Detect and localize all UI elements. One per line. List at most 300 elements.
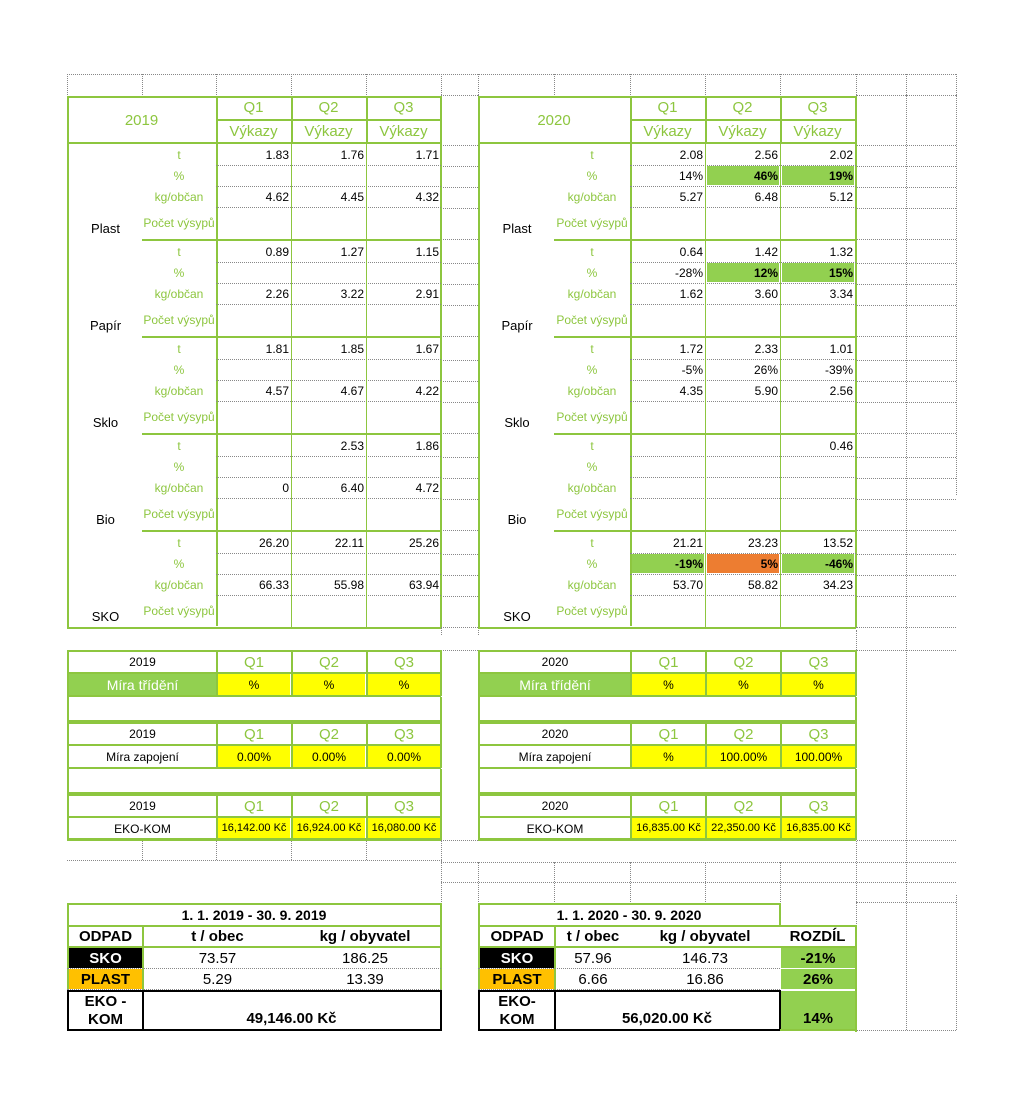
value-cell-kg[interactable] <box>782 478 854 497</box>
value-cell-pct[interactable] <box>293 554 365 573</box>
row-label[interactable]: EKO-KOM <box>526 821 584 836</box>
value-cell-count[interactable] <box>218 402 290 433</box>
value-cell-count[interactable] <box>782 402 854 433</box>
grid-line <box>856 284 956 285</box>
unit-label[interactable]: t <box>590 147 594 162</box>
summary-period[interactable]: 1. 1. 2020 - 30. 9. 2020 <box>556 907 702 923</box>
unit-label[interactable]: Počet výsypů <box>143 507 215 521</box>
value-cell-count[interactable] <box>368 208 440 239</box>
value-cell-kg[interactable] <box>707 478 779 497</box>
value-cell-kg[interactable] <box>632 478 704 497</box>
grid-line <box>441 284 478 285</box>
value-cell-t[interactable]: 2.33 <box>754 341 778 356</box>
row-label[interactable]: Míra třídění <box>480 674 630 695</box>
col-header-t[interactable]: t / obec <box>566 928 620 945</box>
unit-label[interactable]: % <box>173 459 185 474</box>
green-border <box>291 144 292 628</box>
vykazy-header[interactable]: Výkazy <box>643 123 692 140</box>
value-cell-pct[interactable] <box>368 457 440 476</box>
vykazy-header[interactable]: Výkazy <box>229 123 278 140</box>
grid-line <box>67 74 956 75</box>
value-cell-pct[interactable]: -46% <box>782 554 854 573</box>
quarter-header[interactable]: Q1 <box>243 99 264 116</box>
vykazy-header[interactable]: Výkazy <box>793 123 842 140</box>
grid-line <box>441 336 478 337</box>
yellow-value-cell[interactable]: 16,835.00 Kč <box>782 818 855 839</box>
value-cell-count[interactable] <box>218 596 290 627</box>
value-cell-kg[interactable]: 3.34 <box>829 286 853 301</box>
value-cell-count[interactable] <box>632 305 704 336</box>
value-cell-t[interactable]: 0.46 <box>829 438 853 453</box>
vykazy-header[interactable]: Výkazy <box>304 123 353 140</box>
yellow-value-cell[interactable]: % <box>782 674 855 695</box>
value-cell-t[interactable]: 1.27 <box>340 244 364 259</box>
value-cell-count[interactable] <box>293 499 365 530</box>
t-value[interactable]: 6.66 <box>578 970 608 988</box>
value-cell-t[interactable]: 13.52 <box>822 535 853 550</box>
quarter-header[interactable]: Q2 <box>318 653 339 671</box>
grid-line <box>441 882 956 883</box>
unit-label[interactable]: t <box>590 438 594 453</box>
value-cell-kg[interactable]: 63.94 <box>408 577 439 592</box>
unit-label[interactable]: % <box>586 459 598 474</box>
eko-label[interactable]: EKO - <box>84 992 127 1010</box>
value-cell-pct[interactable] <box>218 554 290 573</box>
value-cell-t[interactable]: 2.08 <box>679 147 703 162</box>
unit-label[interactable]: % <box>586 265 598 280</box>
grid-line <box>956 95 957 495</box>
unit-label[interactable]: kg/občan <box>567 480 617 495</box>
col-header-odpad[interactable]: ODPAD <box>490 928 544 945</box>
unit-label[interactable]: kg/občan <box>567 286 617 301</box>
grid-line <box>705 862 706 902</box>
value-cell-pct[interactable] <box>293 166 365 185</box>
unit-label[interactable]: % <box>173 168 185 183</box>
unit-label[interactable]: kg/občan <box>567 189 617 204</box>
unit-label[interactable]: % <box>173 265 185 280</box>
yellow-value-cell[interactable]: 100.00% <box>782 746 855 767</box>
value-cell-pct[interactable]: 5% <box>707 554 779 573</box>
grid-line <box>366 74 367 95</box>
value-cell-pct[interactable]: 15% <box>782 263 854 282</box>
quarter-header[interactable]: Q3 <box>393 797 414 815</box>
unit-label[interactable]: kg/občan <box>154 286 204 301</box>
value-cell-pct[interactable] <box>218 263 290 282</box>
t-value[interactable]: 73.57 <box>198 949 237 967</box>
unit-label[interactable]: t <box>590 341 594 356</box>
value-cell-count[interactable] <box>782 596 854 627</box>
unit-label[interactable]: t <box>177 341 181 356</box>
yellow-value-cell[interactable]: 16,924.00 Kč <box>293 818 365 839</box>
value-cell-kg[interactable]: 1.62 <box>679 286 703 301</box>
value-cell-kg[interactable]: 4.32 <box>415 189 439 204</box>
grid-line <box>856 596 956 597</box>
year-label[interactable]: 2020 <box>537 111 571 129</box>
unit-label[interactable]: Počet výsypů <box>556 410 628 424</box>
row-label[interactable]: Míra zapojení <box>106 749 179 764</box>
year-label[interactable]: 2019 <box>124 111 159 129</box>
value-cell-pct[interactable]: 19% <box>782 166 854 185</box>
summary-period[interactable]: 1. 1. 2019 - 30. 9. 2019 <box>181 907 327 923</box>
grid-line <box>780 862 781 902</box>
value-cell-kg[interactable]: 5.27 <box>679 189 703 204</box>
quarter-header[interactable]: Q3 <box>393 653 414 671</box>
value-cell-t[interactable]: 26.20 <box>258 535 289 550</box>
value-cell-kg[interactable]: 58.82 <box>747 577 778 592</box>
value-cell-count[interactable] <box>293 208 365 239</box>
eko-value[interactable]: 56,020.00 Kč <box>621 1009 713 1027</box>
unit-label[interactable]: % <box>586 556 598 571</box>
grid-line <box>441 208 478 209</box>
grid-line <box>856 336 956 337</box>
kg-value[interactable]: 16.86 <box>686 970 724 988</box>
value-cell-pct[interactable] <box>218 166 290 185</box>
value-cell-count[interactable] <box>632 499 704 530</box>
col-header-t[interactable]: t / obec <box>191 928 244 945</box>
unit-label[interactable]: kg/občan <box>567 383 617 398</box>
value-cell-kg[interactable]: 5.12 <box>829 189 853 204</box>
grid-line <box>441 478 478 479</box>
year-label[interactable]: 2019 <box>129 727 156 741</box>
value-cell-kg[interactable]: 4.62 <box>265 189 289 204</box>
value-cell-count[interactable] <box>707 596 779 627</box>
unit-label[interactable]: kg/občan <box>154 480 204 495</box>
grid-line <box>291 74 292 95</box>
quarter-header[interactable]: Q3 <box>393 99 414 116</box>
unit-label[interactable]: Počet výsypů <box>143 216 215 230</box>
value-cell-kg[interactable]: 3.22 <box>340 286 364 301</box>
row-label[interactable]: Míra zapojení <box>518 749 592 764</box>
unit-label[interactable]: t <box>177 535 181 550</box>
value-cell-pct[interactable] <box>218 457 290 476</box>
value-cell-count[interactable] <box>707 208 779 239</box>
year-label[interactable]: 2019 <box>129 799 156 813</box>
value-cell-kg[interactable]: 6.48 <box>754 189 778 204</box>
value-cell-pct[interactable] <box>293 360 365 379</box>
value-cell-t[interactable]: 1.67 <box>415 341 439 356</box>
grid-line <box>856 187 956 188</box>
yellow-value-cell[interactable]: % <box>368 674 440 695</box>
value-cell-t[interactable]: 1.32 <box>829 244 853 259</box>
col-header-kg[interactable]: kg / obyvatel <box>659 928 751 945</box>
value-cell-t[interactable]: 1.01 <box>829 341 853 356</box>
grid-line <box>554 74 555 95</box>
quarter-header[interactable]: Q1 <box>658 797 679 815</box>
quarter-header[interactable]: Q2 <box>732 99 753 116</box>
value-cell-count[interactable] <box>782 499 854 530</box>
col-header-rozdil[interactable]: ROZDÍL <box>789 928 846 945</box>
waste-name[interactable]: PLAST <box>69 969 142 989</box>
row-label[interactable]: Míra třídění <box>69 674 216 695</box>
unit-label[interactable]: Počet výsypů <box>556 313 628 327</box>
value-cell-t[interactable]: 2.56 <box>754 147 778 162</box>
material-name[interactable]: Papír <box>89 317 122 333</box>
value-cell-count[interactable] <box>632 208 704 239</box>
eko-label[interactable]: KOM <box>499 1010 535 1028</box>
value-cell-pct[interactable] <box>218 360 290 379</box>
material-name[interactable]: Bio <box>507 511 527 527</box>
value-cell-pct[interactable] <box>368 263 440 282</box>
quarter-header[interactable]: Q3 <box>808 797 829 815</box>
material-name[interactable]: Sklo <box>92 414 119 430</box>
unit-label[interactable]: Počet výsypů <box>556 216 628 230</box>
value-cell-kg[interactable]: 2.56 <box>829 383 853 398</box>
value-cell-count[interactable] <box>293 596 365 627</box>
grid-line <box>856 1030 956 1031</box>
value-cell-kg[interactable]: 4.35 <box>679 383 703 398</box>
yellow-value-cell[interactable]: % <box>632 746 705 767</box>
grid-line <box>441 74 442 95</box>
grid-line <box>441 360 478 361</box>
yellow-value-cell[interactable]: % <box>218 674 290 695</box>
value-cell-pct[interactable] <box>782 457 854 476</box>
eko-diff-value[interactable]: 14% <box>802 1009 834 1027</box>
value-cell-pct[interactable] <box>368 360 440 379</box>
waste-name[interactable]: PLAST <box>480 969 554 989</box>
grid-line <box>441 596 478 597</box>
unit-label[interactable]: Počet výsypů <box>143 410 215 424</box>
value-cell-pct[interactable]: -39% <box>824 362 853 377</box>
quarter-header[interactable]: Q1 <box>243 797 264 815</box>
t-value[interactable]: 5.29 <box>202 970 233 988</box>
yellow-value-cell[interactable]: % <box>632 674 705 695</box>
value-cell-kg[interactable]: 0 <box>282 480 289 495</box>
grid-line <box>856 499 956 500</box>
value-cell-t[interactable]: 25.26 <box>408 535 439 550</box>
value-cell-t[interactable]: 1.76 <box>340 147 364 162</box>
value-cell-t[interactable]: 2.53 <box>340 438 364 453</box>
value-cell-kg[interactable]: 2.91 <box>415 286 439 301</box>
value-cell-t[interactable]: 1.83 <box>265 147 289 162</box>
yellow-value-cell[interactable]: 22,350.00 Kč <box>707 818 780 839</box>
value-cell-t[interactable]: 1.86 <box>415 438 439 453</box>
unit-label[interactable]: % <box>586 362 598 377</box>
yellow-value-cell[interactable]: % <box>707 674 780 695</box>
value-cell-count[interactable] <box>632 596 704 627</box>
value-cell-kg[interactable]: 4.45 <box>340 189 364 204</box>
quarter-header[interactable]: Q3 <box>393 725 414 743</box>
value-cell-kg[interactable]: 66.33 <box>258 577 289 592</box>
value-cell-t[interactable]: 1.85 <box>340 341 364 356</box>
value-cell-t[interactable]: 1.72 <box>679 341 703 356</box>
material-name[interactable]: Bio <box>96 511 115 527</box>
grid-line <box>216 840 217 860</box>
unit-label[interactable]: t <box>177 244 181 259</box>
value-cell-t[interactable]: 2.02 <box>829 147 853 162</box>
value-cell-pct[interactable] <box>368 166 440 185</box>
eko-value[interactable]: 49,146.00 Kč <box>246 1009 337 1027</box>
value-cell-t[interactable]: 1.71 <box>415 147 439 162</box>
value-cell-pct[interactable] <box>707 457 779 476</box>
unit-label[interactable]: % <box>173 556 185 571</box>
quarter-header[interactable]: Q1 <box>243 725 264 743</box>
unit-label[interactable]: t <box>177 147 181 162</box>
waste-name[interactable]: SKO <box>69 948 142 968</box>
material-name[interactable]: Plast <box>502 220 532 236</box>
value-cell-t[interactable]: 21.21 <box>672 535 703 550</box>
value-cell-count[interactable] <box>368 499 440 530</box>
kg-value[interactable]: 146.73 <box>682 949 728 967</box>
diff-value[interactable]: -21% <box>781 948 855 968</box>
row-label[interactable]: EKO-KOM <box>114 821 171 836</box>
value-cell-count[interactable] <box>368 596 440 627</box>
value-cell-pct[interactable]: -28% <box>674 265 703 280</box>
unit-label[interactable]: Počet výsypů <box>143 604 215 618</box>
grid-line <box>856 402 956 403</box>
unit-label[interactable]: Počet výsypů <box>556 507 628 521</box>
unit-label[interactable]: % <box>173 362 185 377</box>
value-cell-kg[interactable]: 4.67 <box>340 383 364 398</box>
unit-label[interactable]: kg/občan <box>567 577 617 592</box>
value-cell-count[interactable] <box>218 499 290 530</box>
unit-label[interactable]: t <box>177 438 181 453</box>
value-cell-t[interactable]: 0.64 <box>679 244 703 259</box>
value-cell-pct[interactable]: 46% <box>707 166 779 185</box>
yellow-value-cell[interactable]: 16,142.00 Kč <box>218 818 290 839</box>
value-cell-t[interactable]: 23.23 <box>747 535 778 550</box>
quarter-header[interactable]: Q2 <box>733 725 754 743</box>
value-cell-count[interactable] <box>218 208 290 239</box>
unit-label[interactable]: t <box>590 535 594 550</box>
value-cell-t[interactable]: 0.89 <box>265 244 289 259</box>
value-cell-kg[interactable]: 4.72 <box>415 480 439 495</box>
value-cell-pct[interactable]: -19% <box>632 554 704 573</box>
yellow-value-cell[interactable]: 100.00% <box>707 746 780 767</box>
grid-line <box>856 627 956 628</box>
value-cell-t[interactable] <box>218 436 290 455</box>
value-cell-t[interactable]: 1.15 <box>415 244 439 259</box>
unit-label[interactable]: kg/občan <box>154 383 204 398</box>
value-cell-t[interactable]: 1.81 <box>265 341 289 356</box>
grid-line <box>780 74 781 95</box>
value-cell-pct[interactable]: -5% <box>681 362 703 377</box>
quarter-header[interactable]: Q1 <box>243 653 264 671</box>
unit-label[interactable]: kg/občan <box>154 577 204 592</box>
kg-value[interactable]: 186.25 <box>342 949 388 967</box>
material-name[interactable]: Sklo <box>504 414 530 430</box>
value-cell-count[interactable] <box>368 305 440 336</box>
value-cell-kg[interactable]: 34.23 <box>822 577 853 592</box>
yellow-value-cell[interactable]: 16,080.00 Kč <box>368 818 440 839</box>
grid-line <box>856 360 956 361</box>
value-cell-pct[interactable] <box>368 554 440 573</box>
quarter-header[interactable]: Q2 <box>733 653 754 671</box>
yellow-value-cell[interactable]: 16,835.00 Kč <box>632 818 705 839</box>
grid-line <box>856 166 956 167</box>
value-cell-count[interactable] <box>782 305 854 336</box>
grid-line <box>856 74 857 95</box>
col-header-odpad[interactable]: ODPAD <box>78 928 133 945</box>
value-cell-pct[interactable]: 12% <box>707 263 779 282</box>
grid-line <box>441 263 478 264</box>
value-cell-count[interactable] <box>707 402 779 433</box>
unit-label[interactable]: kg/občan <box>154 189 204 204</box>
quarter-header[interactable]: Q3 <box>808 725 829 743</box>
quarter-header[interactable]: Q3 <box>807 99 828 116</box>
eko-label[interactable]: EKO- <box>498 992 536 1010</box>
yellow-value-cell[interactable]: 0.00% <box>368 746 440 767</box>
value-cell-pct[interactable] <box>293 263 365 282</box>
value-cell-kg[interactable]: 4.57 <box>265 383 289 398</box>
value-cell-count[interactable] <box>368 402 440 433</box>
yellow-value-cell[interactable]: 0.00% <box>218 746 290 767</box>
grid-line <box>856 575 956 576</box>
unit-label[interactable]: % <box>586 168 598 183</box>
green-border <box>855 769 857 794</box>
value-cell-t[interactable] <box>707 436 779 455</box>
material-name[interactable]: SKO <box>91 608 120 624</box>
green-border <box>440 697 442 722</box>
grid-line <box>67 74 68 95</box>
quarter-header[interactable]: Q2 <box>318 99 339 116</box>
yellow-value-cell[interactable]: 0.00% <box>293 746 365 767</box>
quarter-header[interactable]: Q2 <box>733 797 754 815</box>
year-label[interactable]: 2019 <box>129 655 156 669</box>
value-cell-count[interactable] <box>218 305 290 336</box>
value-cell-pct[interactable]: 26% <box>753 362 778 377</box>
col-header-kg[interactable]: kg / obyvatel <box>319 928 411 945</box>
eko-label[interactable]: KOM <box>88 1010 123 1028</box>
value-cell-count[interactable] <box>782 208 854 239</box>
quarter-header[interactable]: Q3 <box>808 653 829 671</box>
unit-label[interactable]: t <box>590 244 594 259</box>
value-cell-count[interactable] <box>707 305 779 336</box>
value-cell-kg[interactable]: 2.26 <box>265 286 289 301</box>
t-value[interactable]: 57.96 <box>574 949 612 967</box>
value-cell-t[interactable]: 22.11 <box>334 535 364 550</box>
green-border <box>478 697 480 722</box>
black-border <box>440 990 442 1031</box>
material-name[interactable]: SKO <box>503 608 531 624</box>
value-cell-pct[interactable] <box>293 457 365 476</box>
quarter-header[interactable]: Q1 <box>658 725 679 743</box>
kg-value[interactable]: 13.39 <box>346 970 384 988</box>
value-cell-pct[interactable] <box>632 457 704 476</box>
waste-name[interactable]: SKO <box>480 948 554 968</box>
value-cell-kg[interactable]: 55.98 <box>333 577 364 592</box>
value-cell-kg[interactable]: 3.60 <box>754 286 778 301</box>
unit-label[interactable]: Počet výsypů <box>143 313 215 327</box>
value-cell-t[interactable] <box>632 436 704 455</box>
value-cell-pct[interactable]: 14% <box>678 168 703 183</box>
yellow-value-cell[interactable]: % <box>293 674 365 695</box>
year-label[interactable]: 2020 <box>541 655 569 669</box>
value-cell-kg[interactable]: 53.70 <box>672 577 703 592</box>
quarter-header[interactable]: Q2 <box>318 725 339 743</box>
quarter-header[interactable]: Q1 <box>658 653 679 671</box>
value-cell-count[interactable] <box>293 305 365 336</box>
value-cell-count[interactable] <box>632 402 704 433</box>
quarter-header[interactable]: Q1 <box>657 99 678 116</box>
value-cell-kg[interactable]: 4.22 <box>415 383 439 398</box>
material-name[interactable]: Papír <box>501 317 533 333</box>
diff-value[interactable]: 26% <box>781 969 855 989</box>
value-cell-kg[interactable]: 5.90 <box>754 383 778 398</box>
value-cell-count[interactable] <box>293 402 365 433</box>
value-cell-t[interactable]: 1.42 <box>754 244 778 259</box>
green-border <box>855 925 857 1032</box>
material-name[interactable]: Plast <box>91 220 120 236</box>
unit-label[interactable]: Počet výsypů <box>556 604 628 618</box>
vykazy-header[interactable]: Výkazy <box>718 123 767 140</box>
year-label[interactable]: 2020 <box>541 799 569 813</box>
year-label[interactable]: 2020 <box>541 727 569 741</box>
value-cell-kg[interactable]: 6.40 <box>340 480 364 495</box>
quarter-header[interactable]: Q2 <box>318 797 339 815</box>
grid-line <box>856 263 956 264</box>
value-cell-count[interactable] <box>707 499 779 530</box>
vykazy-header[interactable]: Výkazy <box>379 123 428 140</box>
